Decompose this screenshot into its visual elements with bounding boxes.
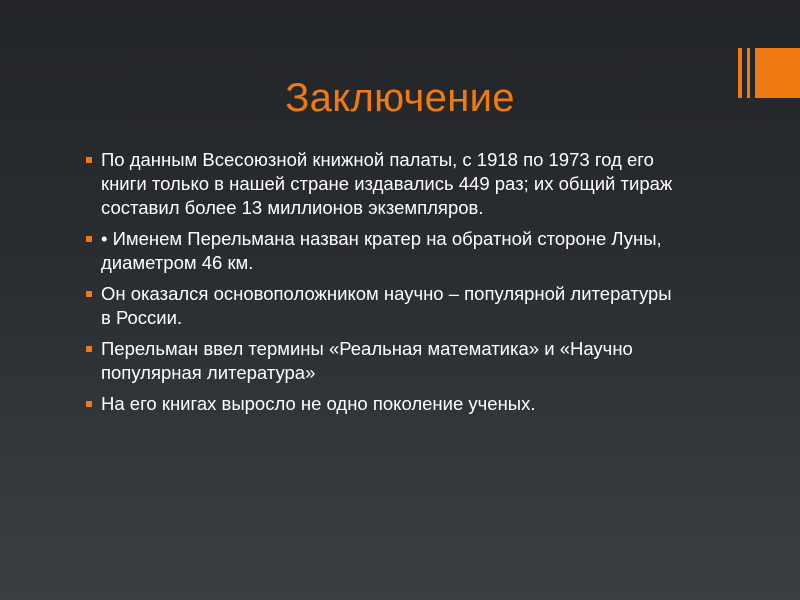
bullet-item — [86, 392, 686, 416]
bullet-item — [86, 337, 686, 385]
bullet-text: На его книгах выросло не одно поколение ученых. — [101, 393, 536, 414]
bullet-text: • Именем Перельмана назван кратер на обратной стороне Луны, диаметром 46 км. — [101, 228, 662, 273]
bullet-item — [86, 282, 686, 330]
bullet-text: Он оказался основоположником научно – популярной литературы в России. — [101, 283, 672, 328]
bullet-text: Перельман ввел термины «Реальная математика» и «Научно популярная литература» — [101, 338, 633, 383]
square-bullet-icon — [86, 346, 92, 352]
slide-title: Заключение — [285, 76, 515, 120]
bullet-list — [86, 148, 686, 423]
square-bullet-icon — [86, 236, 92, 242]
bullet-text: По данным Всесоюзной книжной палаты, с 1918 по 1973 год его книги только в нашей стране издавались 449 раз; их общий тираж составил более 13 миллионов экземпляров. — [101, 149, 673, 218]
square-bullet-icon — [86, 157, 92, 163]
square-bullet-icon — [86, 401, 92, 407]
square-bullet-icon — [86, 291, 92, 297]
bullet-item — [86, 227, 686, 275]
bullet-item — [86, 148, 686, 220]
